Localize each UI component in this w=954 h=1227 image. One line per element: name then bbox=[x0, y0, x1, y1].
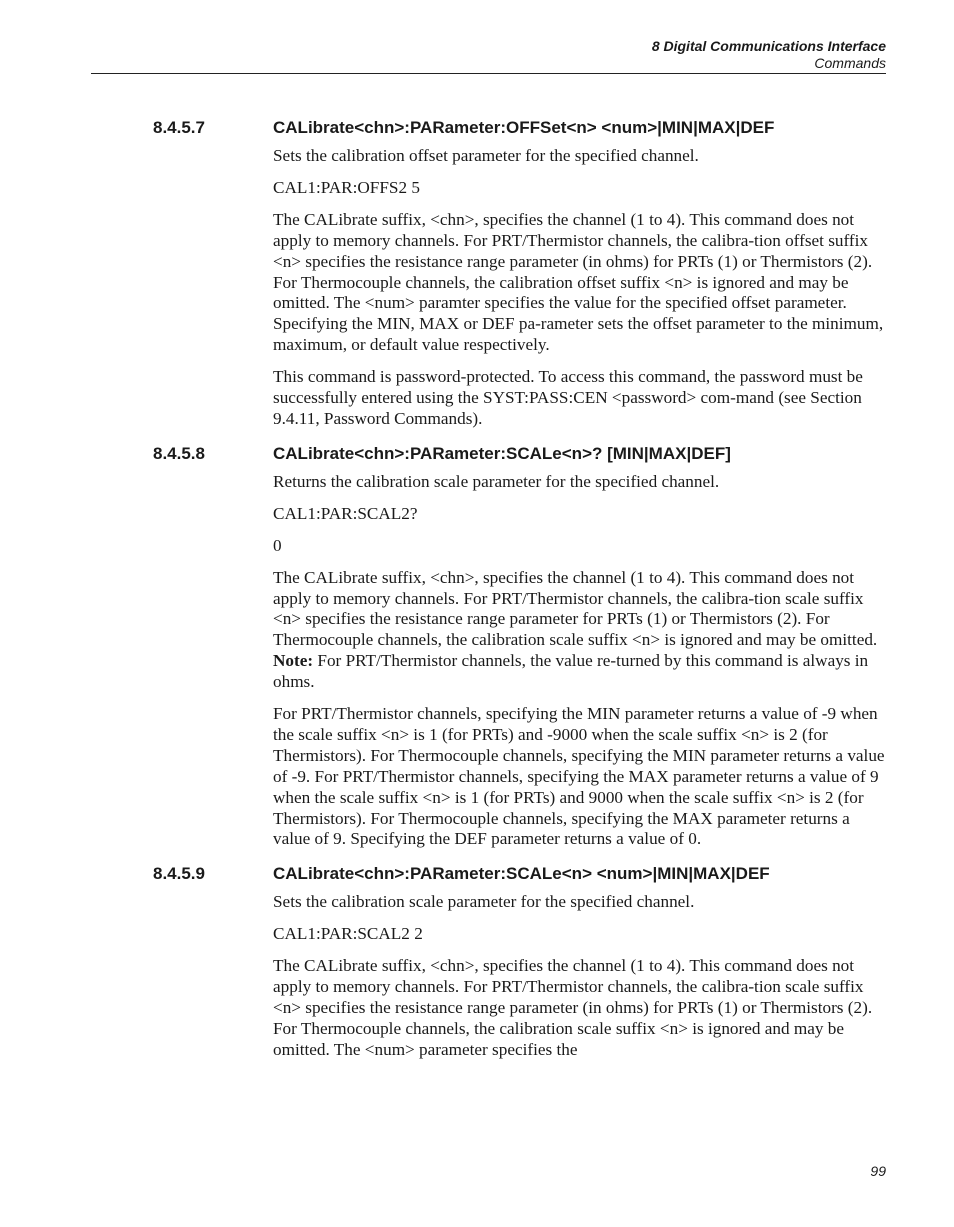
paragraph-text: The CALibrate suffix, <chn>, specifies the channel (1 to 4). This command does not apply to memory channels. For PRT/Thermistor channels, the calibra-tion scale suffix <n> specifies the resistance range parameter for PRTs (1) or Thermistors (2). For Thermocouple channels, the calibration scale suffix <n> is ignored and may be omitted. bbox=[273, 567, 878, 650]
command-example: CAL1:PAR:SCAL2 2 bbox=[273, 924, 423, 944]
section-title: CALibrate<chn>:PARameter:SCALe<n>? [MIN|MAX|DEF] bbox=[273, 443, 731, 463]
paragraph: Returns the calibration scale parameter for the specified channel. bbox=[273, 471, 720, 491]
running-header bbox=[652, 38, 886, 72]
section-title: CALibrate<chn>:PARameter:OFFSet<n> <num>|MIN|MAX|DEF bbox=[273, 118, 775, 137]
section-number: 8.4.5.9 bbox=[153, 864, 205, 884]
section-heading bbox=[153, 443, 886, 465]
paragraph-text: For PRT/Thermistor channels, the value re-turned by this command is always in ohms. bbox=[273, 651, 869, 692]
paragraph: The CALibrate suffix, <chn>, specifies the channel (1 to 4). This command does not apply to memory channels. For PRT/Thermistor channels, the calibra-tion offset suffix <n> specifies the resistance range parameter (in ohms) for PRTs (1) or Thermistors (2). For Thermocouple channels, the calibration offset suffix <n> is ignored and may be omitted. The <num> paramter specifies the value for the specified offset parameter. Specifying the MIN, MAX or DEF pa-rameter sets the offset parameter to the minimum, maximum, or default value respectively. bbox=[273, 209, 884, 355]
section-number: 8.4.5.8 bbox=[153, 443, 205, 463]
response-example: 0 bbox=[273, 535, 282, 555]
section-title: CALibrate<chn>:PARameter:SCALe<n> <num>|MIN|MAX|DEF bbox=[273, 864, 770, 884]
header-rule bbox=[91, 73, 886, 74]
section-number: 8.4.5.7 bbox=[153, 118, 205, 137]
command-example: CAL1:PAR:OFFS2 5 bbox=[273, 177, 420, 197]
paragraph: This command is password-protected. To access this command, the password must be successfully entered using the SYST:PASS:CEN <password> com-mand (see Section 9.4.11, Password Commands). bbox=[273, 367, 863, 428]
page-content bbox=[153, 117, 886, 1072]
page-number: 99 bbox=[870, 1163, 886, 1179]
section-8-4-5-7 bbox=[153, 117, 886, 430]
chapter-subtitle: Commands bbox=[814, 55, 886, 71]
paragraph: Sets the calibration scale parameter for the specified channel. bbox=[273, 892, 695, 912]
section-heading bbox=[153, 863, 886, 885]
command-example: CAL1:PAR:SCAL2? bbox=[273, 503, 418, 523]
section-heading bbox=[153, 117, 886, 139]
paragraph: For PRT/Thermistor channels, specifying the MIN parameter returns a value of -9 when the scale suffix <n> is 1 (for PRTs) and -9000 when the scale suffix <n> is 2 (for Thermistors). For Thermocouple channels, specifying the MIN parameter returns a value of -9. For PRT/Thermistor channels, specifying the MAX parameter returns a value of 9 when the scale suffix <n> is 1 (for PRTs) and 9000 when the scale suffix <n> is 2 (for Thermistors). For Thermocouple channels, specifying the MAX parameter returns a value of 9. Specifying the DEF parameter returns a value of 0. bbox=[273, 704, 885, 849]
paragraph bbox=[273, 568, 885, 693]
note-label: Note: bbox=[273, 651, 314, 671]
section-8-4-5-9 bbox=[153, 863, 886, 1060]
chapter-title: 8 Digital Communications Interface bbox=[651, 38, 886, 54]
section-8-4-5-8 bbox=[153, 443, 886, 851]
paragraph: The CALibrate suffix, <chn>, specifies the channel (1 to 4). This command does not apply to memory channels. For PRT/Thermistor channels, the calibra-tion scale suffix <n> specifies the resistance range parameter (in ohms) for PRTs (1) or Thermistors (2). For Thermocouple channels, the calibration scale suffix <n> is ignored and may be omitted. The <num> parameter specifies the bbox=[273, 956, 873, 1059]
section-body bbox=[273, 892, 885, 1060]
section-body bbox=[273, 472, 885, 851]
paragraph: Sets the calibration offset parameter for the specified channel. bbox=[273, 146, 699, 165]
section-body bbox=[273, 146, 885, 430]
